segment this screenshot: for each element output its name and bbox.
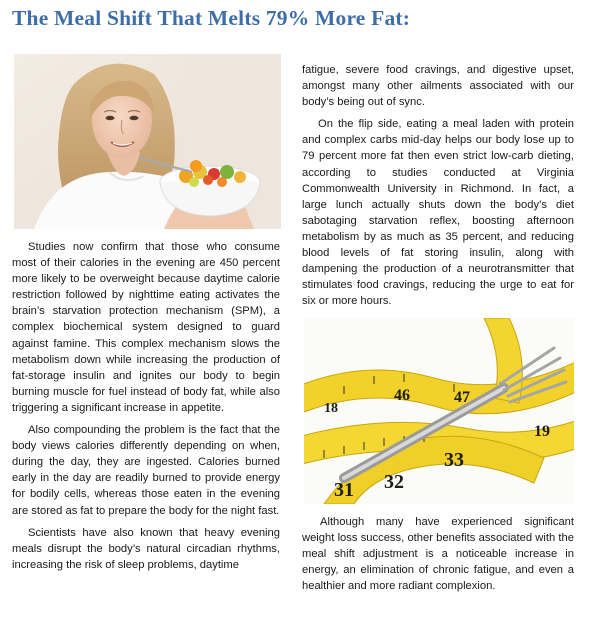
left-column — [12, 239, 280, 579]
tape-number: 47 — [454, 389, 470, 406]
paragraph: On the flip side, eating a meal laden with protein and complex carbs mid-day helps our body lose up to 79 percent more fat then even strict low-carb dieting, according to studies conducted at Virginia Commonwealth University in Richmond. In fact, a large lunch actually shuts down the body’s diet sabotaging starvation reflex, boosting afternoon metabolism by as much as 35 percent, and reducing blood levels of fat storing insulin, along with dampening the production of a neurotransmitter that stimulates food cravings, reducing the urge to eat for six or more hours. — [302, 118, 574, 308]
right-column-top — [302, 62, 574, 315]
paragraph: fatigue, severe food cravings, and digestive upset, amongst many other ailments associated with our body’s being out of sync. — [302, 64, 574, 109]
paragraph: Although many have experienced significant weight loss success, other benefits associated with the meal shift adjustment is a noticeable increase in energy, an elimination of chronic fatigue, and even a healthier and more radiant complexion. — [302, 516, 574, 593]
article-headline: The Meal Shift That Melts 79% More Fat: — [12, 6, 411, 30]
tape-number: 18 — [324, 401, 338, 416]
tape-number: 33 — [444, 449, 464, 471]
paragraph: Also compounding the problem is the fact that the body views calories differently depending on when, during the day, they are ingested. Calories burned early in the day are readily burned to provide energy for bodily cells, whereas those eaten in the evening are stored as fat to prepare the body for the night fast. — [12, 424, 280, 517]
tape-number: 46 — [394, 387, 410, 404]
tape-number: 19 — [534, 423, 550, 440]
woman-eating-fruit-photo — [14, 54, 281, 229]
tape-number: 32 — [384, 471, 404, 493]
paragraph: Scientists have also known that heavy evening meals disrupt the body’s natural circadian rhythms, increasing the risk of sleep problems, daytime — [12, 526, 280, 571]
paragraph: Studies now confirm that those who consume most of their calories in the evening are 450 percent more likely to be overweight because daytime calorie restriction followed by nighttime eating activates the brain’s starvation protection mechanism (SPM), a complex biochemical system designed to guard against famine. This complex mechanism slows the metabolism down while increasing the production of fat-storage insulin and ignites our body to begin burning muscle for fuel instead of body fat, while also triggering a significant increase in appetite. — [12, 241, 280, 414]
measuring-tape-fork-photo — [304, 318, 574, 504]
tape-number: 31 — [334, 479, 354, 501]
right-column-bottom — [302, 514, 574, 600]
